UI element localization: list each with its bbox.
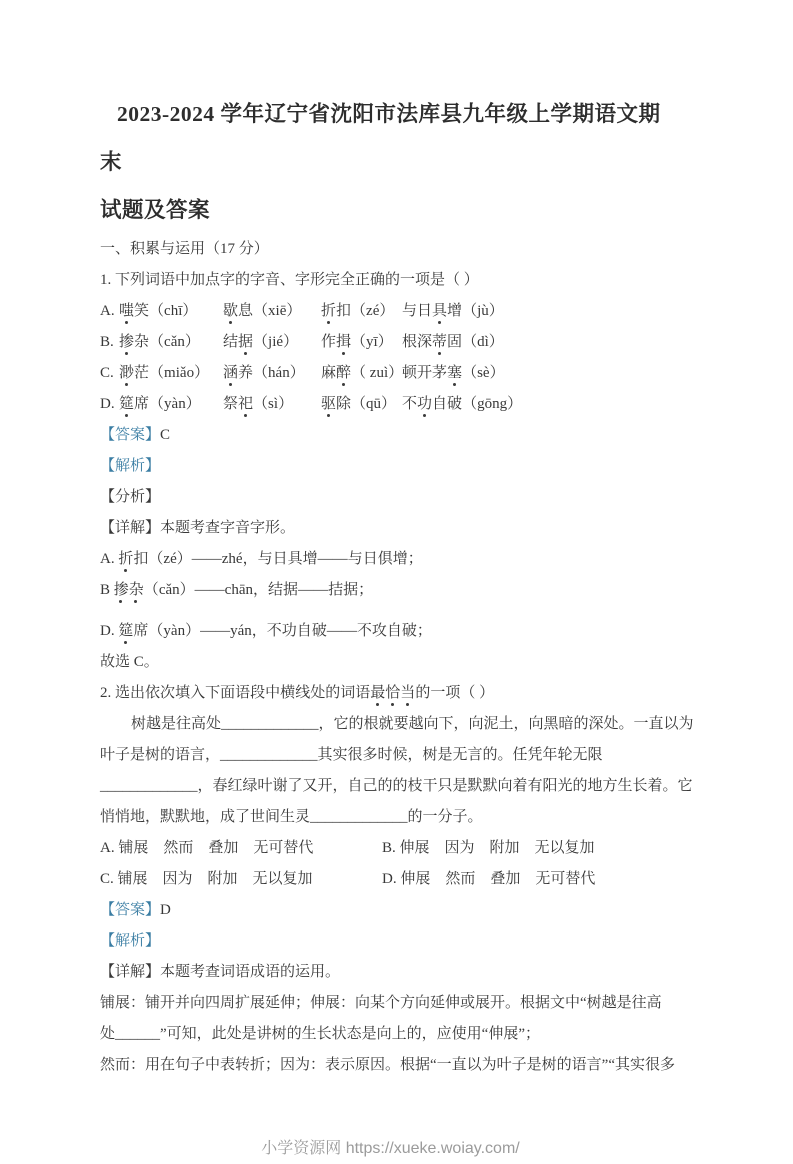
option-word: 结据（jié）: [223, 334, 299, 350]
doc-title-line2: 试题及答案: [100, 198, 211, 222]
analysis-line: 然而：用在句子中表转折；因为：表示原因。根据“一直以为叶子是树的语言”“其实很多: [100, 1057, 675, 1073]
option-word: 嗤笑（chī）: [119, 303, 198, 319]
answer-tag: 【答案】: [100, 427, 161, 443]
doc-title: [100, 90, 681, 234]
analysis-line: 故选 C。: [100, 654, 159, 670]
option-word: 作揖（yī）: [321, 334, 393, 350]
analysis-line: B 掺杂（cǎn）——chān，结据——拮据；: [100, 582, 374, 598]
option-label: C.: [100, 365, 114, 381]
q2-stem: 2. 选出依次填入下面语段中横线处的词语最恰当的一项（ ）: [100, 685, 495, 701]
option-word: 与日具增（jù）: [402, 303, 504, 319]
passage-line: _____________，春红绿叶谢了又开，自己的的枝干只是默默向着有阳光的地方生长着。它: [100, 778, 693, 794]
q2-option-c: C. 铺展 因为 附加 无以复加: [100, 871, 313, 887]
analysis-line: 处______”可知，此处是讲树的生长状态是向上的，应使用“伸展”；: [100, 1026, 540, 1042]
option-word: 不功自破（gōng）: [402, 396, 523, 412]
option-word: 顿开茅塞（sè）: [402, 365, 505, 381]
page-footer: 小学资源网 https://xueke.woiay.com/: [261, 1140, 520, 1157]
analysis-line: D. 筵席（yàn）——yán，不功自破——不攻自破；: [100, 623, 432, 639]
passage-line: 悄悄地，默默地，成了世间生灵_____________的一分子。: [100, 809, 483, 825]
detail-tag: 【详解】: [100, 520, 161, 536]
q1-detail-line: [100, 513, 681, 544]
detail-intro: 本题考查字音字形。: [160, 520, 296, 536]
doc-title-line1: 2023-2024 学年辽宁省沈阳市法库县九年级上学期语文期末: [100, 102, 661, 174]
q2-option-row: [100, 833, 681, 864]
option-word: 掺杂（cǎn）: [119, 334, 200, 350]
q2-detail-line: [100, 957, 681, 988]
q1-answer-line: [100, 420, 681, 451]
option-label: B.: [100, 334, 114, 350]
section-heading: 一、积累与运用（17 分）: [100, 241, 269, 257]
answer-value: D: [160, 902, 171, 918]
option-word: 祭祀（sì）: [223, 396, 294, 412]
q2-option-row: [100, 864, 681, 895]
option-word: 根深蒂固（dì）: [402, 334, 504, 350]
option-word: 筵席（yàn）: [119, 396, 201, 412]
passage-line: 树越是往高处_____________，它的根就要越向下，向泥土，向黑暗的深处。一直以为: [131, 716, 694, 732]
option-label: D.: [100, 396, 115, 412]
q2-option-a: A. 铺展 然而 叠加 无可替代: [100, 840, 314, 856]
answer-tag: 【答案】: [100, 902, 161, 918]
analysis-line: 铺展：铺开并向四周扩展延伸；伸展：向某个方向延伸或展开。根据文中“树越是往高: [100, 995, 662, 1011]
q1-stem: 1. 下列词语中加点字的字音、字形完全正确的一项是（ ）: [100, 272, 479, 288]
q2-answer-line: [100, 895, 681, 926]
option-word: 麻醉（ zuì）: [321, 365, 404, 381]
q1-option-row-b: [100, 327, 681, 358]
option-label: A.: [100, 303, 115, 319]
detail-tag: 【详解】: [100, 964, 161, 980]
analysis-line: A. 折扣（zé）——zhé，与日具增——与日俱增；: [100, 551, 423, 567]
q1-option-row-a: [100, 296, 681, 327]
option-word: 驱除（qū）: [321, 396, 397, 412]
detail-intro: 本题考查词语成语的运用。: [160, 964, 341, 980]
answer-value: C: [160, 427, 171, 443]
passage-line: 叶子是树的语言，_____________其实很多时候，树是无言的。任凭年轮无限: [100, 747, 603, 763]
option-word: 折扣（zé）: [321, 303, 395, 319]
q2-jiexi-tag: 【解析】: [100, 933, 161, 949]
q1-option-row-c: [100, 358, 681, 389]
option-word: 涵养（hán）: [223, 365, 305, 381]
q2-option-b: B. 伸展 因为 附加 无以复加: [382, 840, 595, 856]
option-word: 渺茫（miǎo）: [119, 365, 210, 381]
q1-fenxi-tag: 【分析】: [100, 489, 161, 505]
option-word: 歇息（xiē）: [223, 303, 302, 319]
q2-option-d: D. 伸展 然而 叠加 无可替代: [382, 871, 596, 887]
q1-option-row-d: [100, 389, 681, 420]
q1-jiexi-tag: 【解析】: [100, 458, 161, 474]
